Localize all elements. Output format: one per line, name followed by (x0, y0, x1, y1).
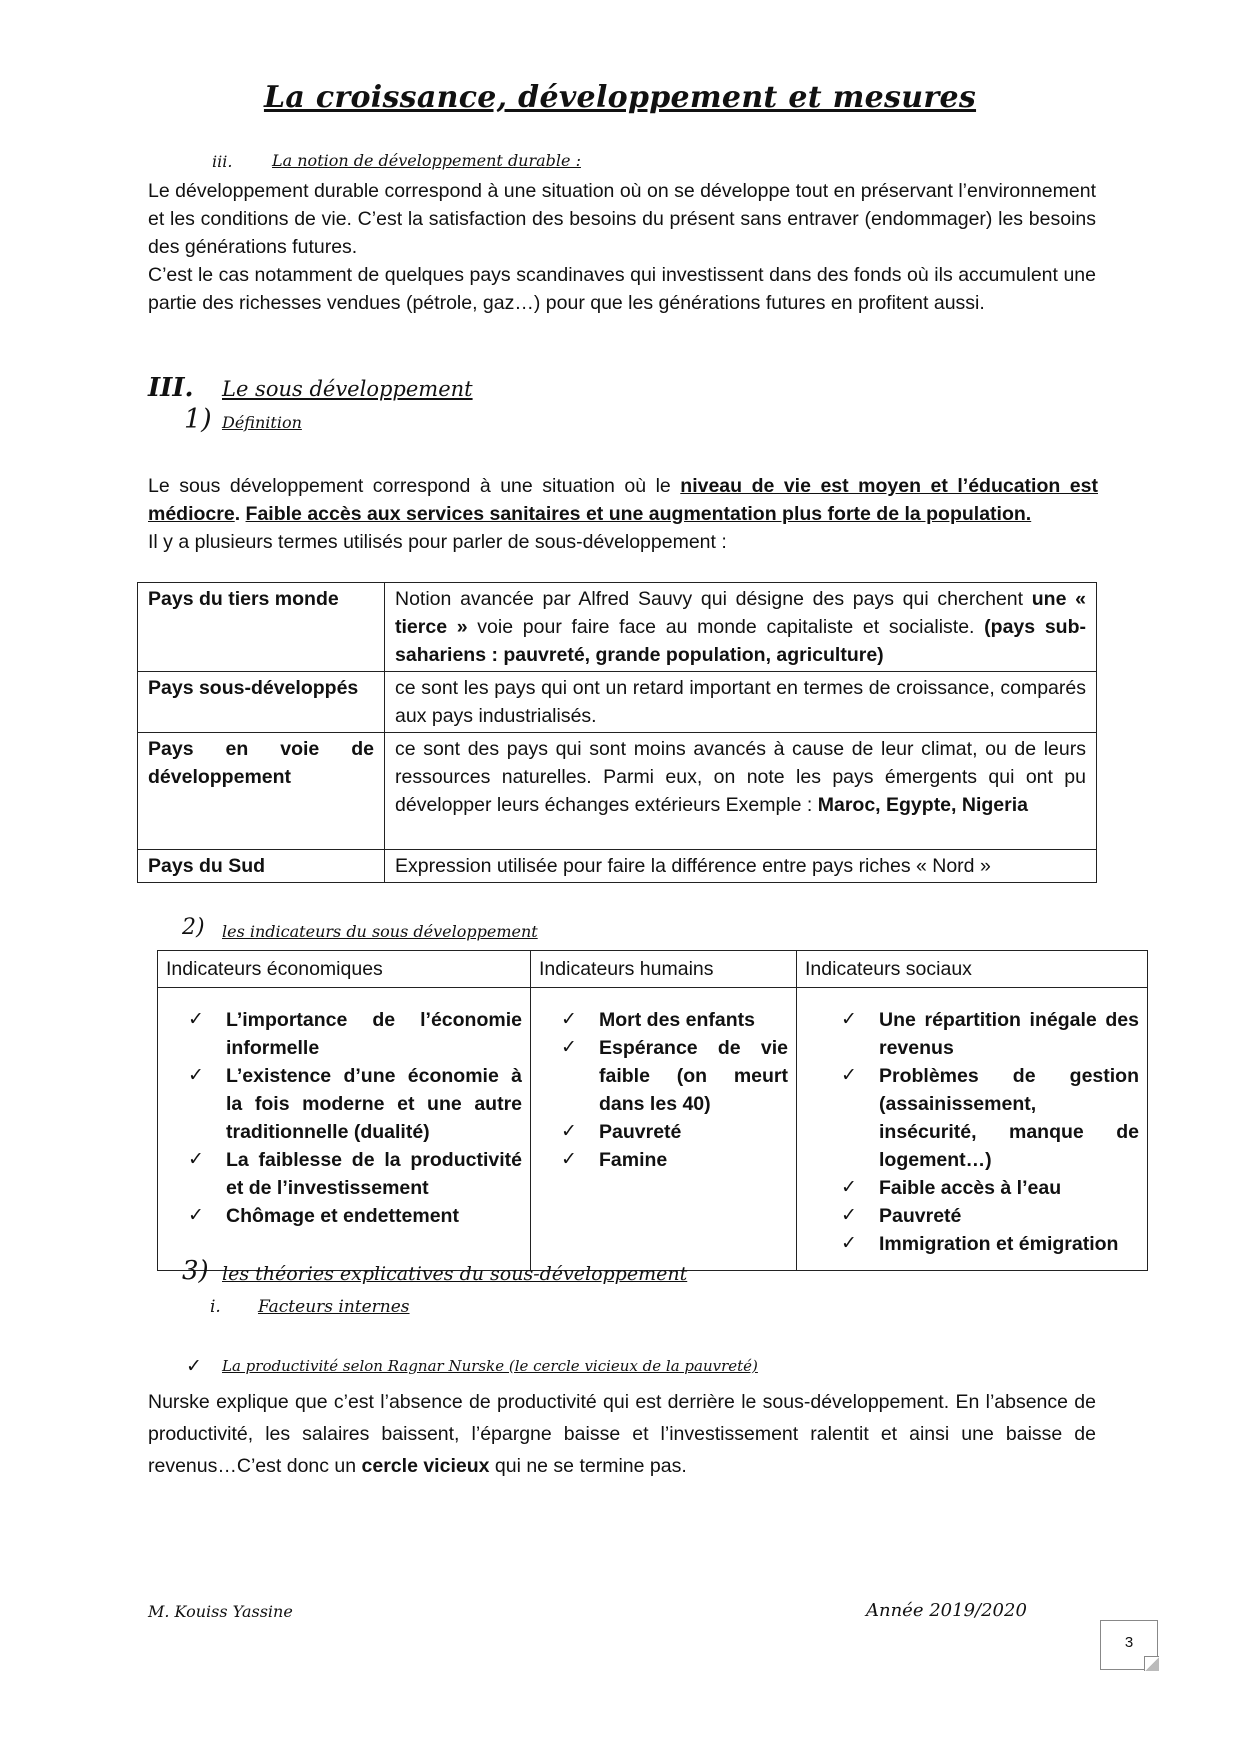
check-icon: ✓ (188, 1009, 204, 1030)
check-icon: ✓ (561, 1149, 577, 1170)
paragraph-text: C’est le cas notamment de quelques pays scandinaves qui investissent dans des fonds où ils accumulent une partie des richesses vendues (pétrole, gaz…) pour que les générations futures en profitent aussi. (148, 264, 1096, 314)
theory-heading: La productivité selon Ragnar Nurske (le cercle vicieux de la pauvreté) (222, 1357, 758, 1375)
page-title: La croissance, développement et mesures (263, 80, 977, 115)
emphasis: (pays sub-sahariens : pauvreté, grande population, agriculture) (395, 616, 1086, 666)
item-text: Espérance de vie faible (on meurt dans les 40) (599, 1037, 788, 1115)
check-icon: ✓ (841, 1009, 857, 1030)
text: Le sous développement correspond à une situation où le (148, 475, 681, 497)
emphasis: niveau de vie est moyen et l’éducation est médiocre (148, 475, 1098, 525)
column-header: Indicateurs sociaux (797, 951, 1148, 988)
term-cell: Pays du tiers monde (138, 583, 385, 672)
list-item (188, 1006, 522, 1062)
subsection-heading: les théories explicatives du sous-développement (222, 1263, 688, 1285)
item-text: Chômage et endettement (226, 1205, 459, 1227)
table-row (158, 988, 1148, 1271)
table-row (138, 733, 1097, 850)
indicator-cell (797, 988, 1148, 1271)
check-icon: ✓ (561, 1121, 577, 1142)
item-text: Immigration et émigration (879, 1233, 1119, 1255)
text: voie pour faire face au monde capitaliste et socialiste. (467, 616, 985, 638)
subsection-number: 3) (182, 1256, 209, 1286)
table-row (138, 583, 1097, 672)
footer-year: Année 2019/2020 (866, 1600, 1027, 1621)
item-text: Pauvreté (599, 1121, 682, 1143)
paragraph-text: Le développement durable correspond à une situation où on se développe tout en préservant l’environnement et les conditions de vie. C’est la satisfaction des besoins du présent sans entraver (endommager) les besoins des générations futures. (148, 180, 1096, 258)
check-icon: ✓ (841, 1065, 857, 1086)
emphasis: cercle vicieux (361, 1455, 490, 1477)
column-header: Indicateurs économiques (158, 951, 531, 988)
definition-paragraph (148, 472, 1098, 556)
item-text: Une répartition inégale des revenus (879, 1009, 1139, 1059)
emphasis: Maroc, Egypte, Nigeria (817, 794, 1028, 816)
nurske-paragraph (148, 1386, 1096, 1482)
check-icon: ✓ (188, 1065, 204, 1086)
list-item (841, 1006, 1139, 1062)
item-text: La faiblesse de la productivité et de l’investissement (226, 1149, 522, 1199)
table-row (138, 672, 1097, 733)
definition-cell: ce sont les pays qui ont un retard important en termes de croissance, comparés aux pays industrialisés. (385, 672, 1097, 733)
item-text: L’importance de l’économie informelle (226, 1009, 522, 1059)
footer-author: M. Kouiss Yassine (148, 1602, 293, 1621)
text: Nurske explique que c’est l’absence de productivité qui est derrière le sous-développement. En l’absence de productivité, les salaires baissent, l’épargne baisse et l’investissement ralentit et ainsi une baisse de revenus…C’est donc un (148, 1391, 1096, 1477)
term-cell: Pays en voie de développement (138, 733, 385, 850)
check-icon: ✓ (561, 1009, 577, 1030)
table-row (138, 850, 1097, 883)
definition-cell (385, 583, 1097, 672)
indicator-cell (531, 988, 797, 1271)
text: qui ne se termine pas. (489, 1455, 687, 1477)
term-cell: Pays sous-développés (138, 672, 385, 733)
item-heading: Facteurs internes (258, 1297, 410, 1317)
list-item (841, 1230, 1139, 1258)
terms-table (137, 582, 1097, 883)
check-icon: ✓ (188, 1149, 204, 1170)
check-icon: ✓ (841, 1233, 857, 1254)
table-header-row (158, 951, 1148, 988)
text: ce sont des pays qui sont moins avancés à cause de leur climat, ou de leurs ressources naturelles. Parmi eux, on note les pays émergents qui ont pu développer leurs échanges extérieurs Exemple : (395, 738, 1086, 816)
subsection-heading: les indicateurs du sous développement (222, 922, 538, 941)
check-icon: ✓ (188, 1205, 204, 1226)
subsection-heading: Définition (222, 413, 302, 432)
indicators-table (157, 950, 1148, 1271)
part-heading: Le sous développement (222, 377, 473, 401)
paragraph (148, 177, 1096, 317)
item-text: Problèmes de gestion (assainissement, insécurité, manque de logement…) (879, 1065, 1139, 1171)
list-item (561, 1118, 788, 1146)
check-icon: ✓ (186, 1356, 202, 1377)
list-item (561, 1006, 788, 1034)
check-icon: ✓ (841, 1205, 857, 1226)
text: Notion avancée par Alfred Sauvy qui désigne des pays qui cherchent (395, 588, 1032, 610)
definition-cell (385, 733, 1097, 850)
subsection-number: 2) (182, 915, 205, 940)
section-number: iii. (212, 152, 233, 171)
subsection-number: 1) (184, 404, 212, 435)
list-item (561, 1146, 788, 1174)
emphasis: une « tierce » (395, 588, 1086, 638)
column-header: Indicateurs humains (531, 951, 797, 988)
list-item (841, 1062, 1139, 1174)
list-item (561, 1034, 788, 1118)
page-number: 3 (1100, 1620, 1158, 1670)
check-icon: ✓ (841, 1177, 857, 1198)
indicator-list (805, 1006, 1139, 1258)
text: . (234, 503, 246, 525)
list-item (841, 1202, 1139, 1230)
part-number: III. (148, 373, 194, 403)
emphasis: Faible accès aux services sanitaires et une augmentation plus forte de la population. (245, 503, 1032, 525)
item-text: Mort des enfants (599, 1009, 756, 1031)
check-icon: ✓ (561, 1037, 577, 1058)
item-text: Faible accès à l’eau (879, 1177, 1062, 1199)
text: Il y a plusieurs termes utilisés pour parler de sous-développement : (148, 531, 727, 553)
indicator-list (539, 1006, 788, 1174)
definition-cell: Expression utilisée pour faire la différence entre pays riches « Nord » (385, 850, 1097, 883)
list-item (841, 1174, 1139, 1202)
list-item (188, 1062, 522, 1146)
item-text: Pauvreté (879, 1205, 962, 1227)
item-number: i. (210, 1297, 221, 1317)
term-cell: Pays du Sud (138, 850, 385, 883)
indicator-cell (158, 988, 531, 1271)
section-heading: La notion de développement durable : (272, 151, 581, 170)
list-item (188, 1202, 522, 1230)
indicator-list (166, 1006, 522, 1230)
list-item (188, 1146, 522, 1202)
item-text: L’existence d’une économie à la fois moderne et une autre traditionnelle (dualité) (226, 1065, 522, 1143)
item-text: Famine (599, 1149, 668, 1171)
